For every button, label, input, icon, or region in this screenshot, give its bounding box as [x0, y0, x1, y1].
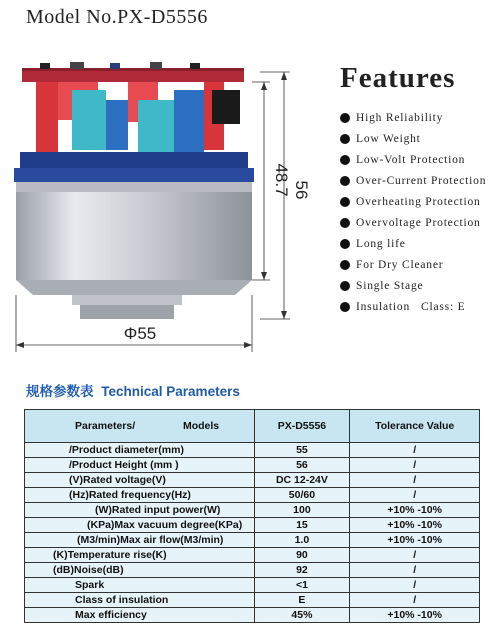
header-tolerance: Tolerance Value: [350, 410, 480, 443]
feature-item: Overvoltage Protection: [340, 212, 486, 233]
bullet-icon: [340, 302, 350, 312]
motor-body: [16, 182, 252, 280]
table-row: (M3/min)Max air flow(M3/min) 1.0 +10% -10%: [25, 533, 480, 548]
feature-item: Long life: [340, 233, 486, 254]
model-title: Model No.PX-D5556: [26, 6, 208, 28]
section-title: [26, 380, 240, 400]
table-row: /Product Height (mm ) 56 /: [25, 458, 480, 473]
table-row: (W)Rated input power(W) 100 +10% -10%: [25, 503, 480, 518]
feature-item: Low-Volt Protection: [340, 149, 486, 170]
feature-item: Insulation Class: E: [340, 296, 486, 317]
table-row: Class of insulation E /: [25, 593, 480, 608]
feature-item: Single Stage: [340, 275, 486, 296]
bullet-icon: [340, 176, 350, 186]
bullet-icon: [340, 134, 350, 144]
bullet-icon: [340, 155, 350, 165]
header-model: PX-D5556: [254, 410, 350, 443]
red-component: [36, 82, 58, 152]
table-row: (K)Temperature rise(K) 90 /: [25, 548, 480, 563]
table-row: Spark <1 /: [25, 578, 480, 593]
section-title-cn: 规格参数表: [26, 384, 94, 399]
features-list: [340, 107, 486, 317]
feature-item: For Dry Cleaner: [340, 254, 486, 275]
table-row: Max efficiency 45% +10% -10%: [25, 608, 480, 623]
dim-height-total: 56: [292, 180, 311, 200]
pcb-board: [22, 70, 244, 82]
table-row: (KPa)Max vacuum degree(KPa) 15 +10% -10%: [25, 518, 480, 533]
section-title-en: Technical Parameters: [101, 384, 240, 399]
features-title: Features: [340, 62, 456, 94]
table-row: /Product diameter(mm) 55 /: [25, 443, 480, 458]
technical-parameters-table: [24, 409, 480, 623]
feature-item: High Reliability: [340, 107, 486, 128]
bullet-icon: [340, 260, 350, 270]
dim-height-inner: 48.7: [272, 163, 291, 197]
bullet-icon: [340, 239, 350, 249]
black-connector: [212, 90, 240, 124]
feature-item: Over-Current Protection: [340, 170, 486, 191]
table-row: (dB)Noise(dB) 92 /: [25, 563, 480, 578]
feature-item: Low Weight: [340, 128, 486, 149]
bullet-icon: [340, 281, 350, 291]
capacitor: [72, 90, 106, 150]
table-row: (Hz)Rated frequency(Hz) 50/60 /: [25, 488, 480, 503]
table-row: (V)Rated voltage(V) DC 12-24V /: [25, 473, 480, 488]
bullet-icon: [340, 197, 350, 207]
bullet-icon: [340, 218, 350, 228]
bullet-icon: [340, 113, 350, 123]
motor-drawing: [0, 60, 320, 360]
header-parameters: Parameters/ Models: [25, 410, 255, 443]
dim-diameter: Φ55: [123, 324, 157, 343]
feature-item: Overheating Protection: [340, 191, 486, 212]
table-header-row: [25, 410, 480, 443]
